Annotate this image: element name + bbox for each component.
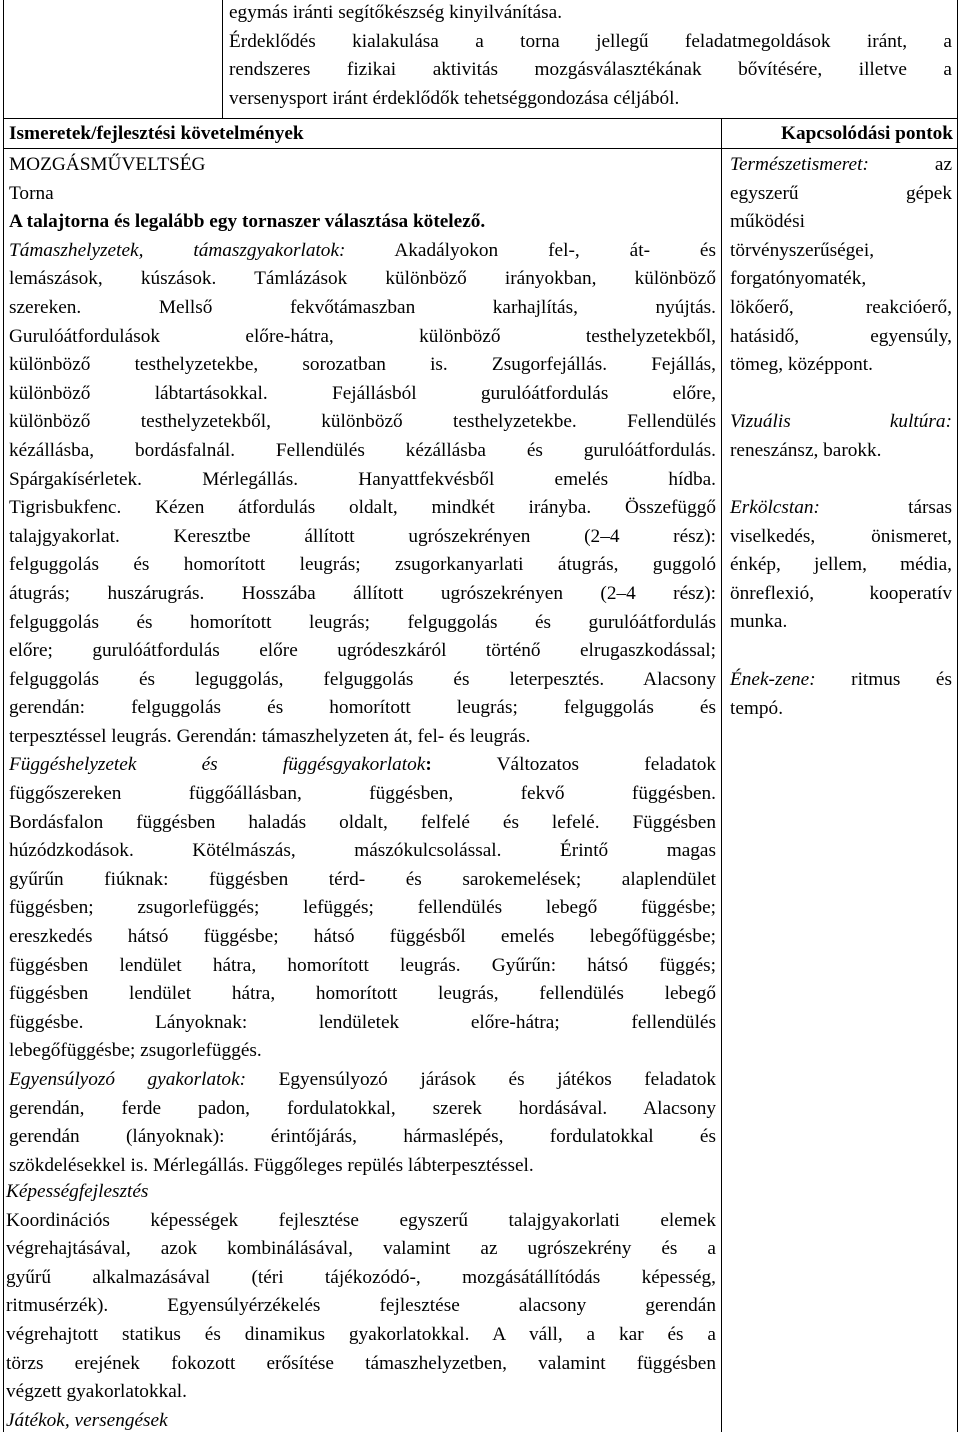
support-line: Gurulóátfordulások előre-hátra, különböző testhelyzetekből,: [9, 325, 716, 347]
support-label: Támaszhelyzetek, támaszgyakorlatok:: [9, 239, 346, 261]
hang-line: Bordásfalon függésben haladás oldalt, felfelé és lefelé. Függésben: [9, 811, 716, 833]
nature-line: egyszerű gépek: [730, 182, 952, 204]
hang-line: húzódzkodások. Kötélmászás, mászókulcsolással. Érintő magas: [9, 840, 716, 862]
hang-line: ereszkedés hátsó függésbe; hátsó függésből emelés lebegőfüggésbe;: [9, 926, 716, 948]
nature-line: törvényszerűségei,: [730, 239, 875, 261]
support-line: talajgyakorlat. Keresztbe állított ugrószekrényen (2–4 rész):: [9, 525, 716, 547]
ethics-text: társas: [819, 497, 952, 518]
hang-line: lebegőfüggésbe; zsugorlefüggés.: [9, 1040, 262, 1062]
ethics-line: önreflexió, kooperatív: [730, 582, 952, 604]
music-text: ritmus és: [815, 669, 952, 690]
support-line: felguggolás és homorított leugrás; felguggolás és gurulóátfordulás: [9, 611, 716, 633]
hang-label: Függéshelyzetek és függésgyakorlatok: [9, 754, 426, 776]
curriculum-table: [3, 0, 958, 1432]
support-line: átugrás; huszárugrás. Hosszába állított ugrószekrényen (2–4 rész):: [9, 582, 716, 604]
nature-line-first: [730, 151, 952, 180]
visual-line: reneszánsz, barokk.: [730, 439, 882, 461]
support-line: különböző lábtartásokkal. Fejállásból gurulóátfordulás előre,: [9, 382, 716, 404]
ethics-line: munka.: [730, 611, 788, 633]
support-line: felguggolás és homorított leugrás; zsugorkanyarlati átugrás, guggoló: [9, 554, 716, 576]
column-divider: [721, 118, 722, 1432]
ethics-line: viselkedés, önismeret,: [730, 525, 952, 547]
nature-line: forgatónyomaték,: [730, 268, 867, 290]
support-text: Akadályokon fel-, át- és: [345, 239, 716, 261]
balance-text: Egyensúlyozó járások és játékos feladatok: [246, 1069, 716, 1090]
hang-line: függőszereken függőállásban, függésben, fekvő függésben.: [9, 783, 716, 805]
skill-line: törzs erejének fokozott erősítése támaszhelyzetben, valamint függésben: [6, 1352, 716, 1374]
nature-label: Természetismeret:: [730, 154, 869, 175]
connections-header: Kapcsolódási pontok: [781, 123, 953, 144]
row-divider-top: [3, 118, 958, 119]
nature-line: működési: [730, 211, 805, 233]
skill-line: végrehajtásával, azok kombinálásával, valamint az ugrószekrény és a: [6, 1238, 716, 1260]
music-connection: [730, 666, 952, 723]
support-line: terpesztéssel leugrás. Gerendán: támaszhelyzeten át, fel- és leugrás.: [9, 725, 531, 747]
mandatory-note: [9, 208, 716, 237]
support-line: különböző testhelyzetekből, különböző testhelyzetekbe. Fellendülés: [9, 411, 716, 433]
table-border-right: [957, 0, 958, 1432]
goals-line: egymás iránti segítőkészség kinyilvánítása.: [229, 2, 563, 23]
row-divider-header: [3, 148, 958, 149]
skill-label: [6, 1178, 716, 1207]
top-row-divider: [222, 0, 223, 118]
ethics-connection: [730, 494, 952, 637]
ethics-line: énkép, jellem, média,: [730, 554, 952, 576]
visual-line-first: [730, 408, 952, 437]
requirements-header: Ismeretek/fejlesztési követelmények: [9, 123, 304, 144]
requirements-column: [9, 151, 716, 1180]
nature-line: lökőerő, reakcióerő,: [730, 296, 952, 318]
hang-line: függésben lendület hátra, homorított leugrás, fellendülés lebegő: [9, 983, 716, 1005]
hang-line: függésbe. Lányoknak: lendületek előre-hátra; fellendülés: [9, 1011, 716, 1033]
visual-connection: [730, 408, 952, 465]
music-line-first: [730, 666, 952, 695]
visual-label: Vizuális kultúra:: [730, 411, 952, 432]
skill-line: Koordinációs képességek fejlesztése egyszerű talajgyakorlati elemek: [6, 1209, 716, 1231]
subsection-title: Torna: [9, 182, 54, 204]
goals-line: versenysport iránt érdeklődők tehetséggondozása céljából.: [229, 87, 680, 109]
music-line: tempó.: [730, 697, 784, 719]
skill-line: végzett gyakorlatokkal.: [6, 1381, 187, 1403]
support-line: gerendán: felguggolás és homorított leugrás; felguggolás és: [9, 697, 716, 719]
nature-line: hatásidő, egyensúly,: [730, 325, 952, 347]
music-label: Ének-zene:: [730, 669, 816, 690]
support-line: kézállásba, bordásfalnál. Fellendülés kézállásba és gurulóátfordulás.: [9, 439, 716, 461]
nature-text: az: [868, 154, 952, 175]
support-line: felguggolás és leguggolás, felguggolás és leterpesztés. Alacsony: [9, 668, 716, 690]
skills-block: [6, 1178, 716, 1435]
games-label-text: Játékok, versengések: [6, 1409, 168, 1431]
skill-line: gyűrű alkalmazásával (téri tájékozódó-, mozgásátállítódás képesség,: [6, 1266, 716, 1288]
support-line: előre; gurulóátfordulás előre ugródeszkáról történő elrugaszkodással;: [9, 640, 716, 662]
nature-connection: [730, 151, 952, 380]
balance-label: Egyensúlyozó gyakorlatok:: [9, 1069, 247, 1090]
balance-line: gerendán (lányoknak): érintőjárás, hármaslépés, fordulatokkal és: [9, 1126, 716, 1148]
goals-line: Érdeklődés kialakulása a torna jellegű feladatmegoldások iránt, a: [229, 30, 952, 52]
hang-line-first: [9, 751, 716, 780]
skill-line: ritmusérzék). Egyensúlyérzékelés fejlesztése alacsony gerendán: [6, 1295, 716, 1317]
hang-line: függésben lendület hátra, homorított leugrás. Gyűrűn: hátsó függés;: [9, 954, 716, 976]
support-line: különböző testhelyzetekbe, sorozatban is. Zsugorfejállás. Fejállás,: [9, 354, 716, 376]
goals-paragraph: [229, 0, 952, 113]
ethics-line-first: [730, 494, 952, 523]
mandatory-text: A talajtorna és legalább egy tornaszer választása kötelező.: [9, 211, 486, 233]
nature-line: tömeg, középpont.: [730, 354, 873, 376]
goals-line: rendszeres fizikai aktivitás mozgásválasztékának bővítésére, illetve a: [229, 59, 952, 81]
skill-label-text: Képességfejlesztés: [6, 1181, 149, 1202]
hang-line: gyűrűn fiúknak: függésben térd- és sarokemelések; alaplendület: [9, 868, 716, 890]
support-line: lemászások, kúszások. Támlázások különböző irányokban, különböző: [9, 268, 716, 290]
ethics-label: Erkölcstan:: [730, 497, 820, 518]
skill-line: végrehajtott statikus és dinamikus gyakorlatokkal. A váll, a kar és a: [6, 1323, 716, 1345]
support-line-first: [9, 237, 716, 266]
table-border-left: [3, 0, 4, 1432]
section-title: MOZGÁSMŰVELTSÉG: [9, 154, 206, 175]
support-line: szereken. Mellső fekvőtámaszban karhajlítás, nyújtás.: [9, 296, 716, 318]
balance-line: szökdelésekkel is. Mérlegállás. Függőleges repülés lábterpesztéssel.: [9, 1154, 534, 1176]
hang-line: függésben; zsugorlefüggés; lefüggés; fellendülés lebegő függésbe;: [9, 897, 716, 919]
hang-colon: :: [425, 754, 432, 776]
support-line: Tigrisbukfenc. Kézen átfordulás oldalt, mindkét irányba. Összefüggő: [9, 497, 716, 519]
balance-line: gerendán, ferde padon, fordulatokkal, szerek hordásával. Alacsony: [9, 1097, 716, 1119]
support-line: Spárgakísérletek. Mérlegállás. Hanyattfekvésből emelés hídba.: [9, 468, 716, 490]
balance-line-first: [9, 1066, 716, 1095]
games-label: [6, 1407, 716, 1435]
hang-text: Változatos feladatok: [431, 754, 716, 776]
